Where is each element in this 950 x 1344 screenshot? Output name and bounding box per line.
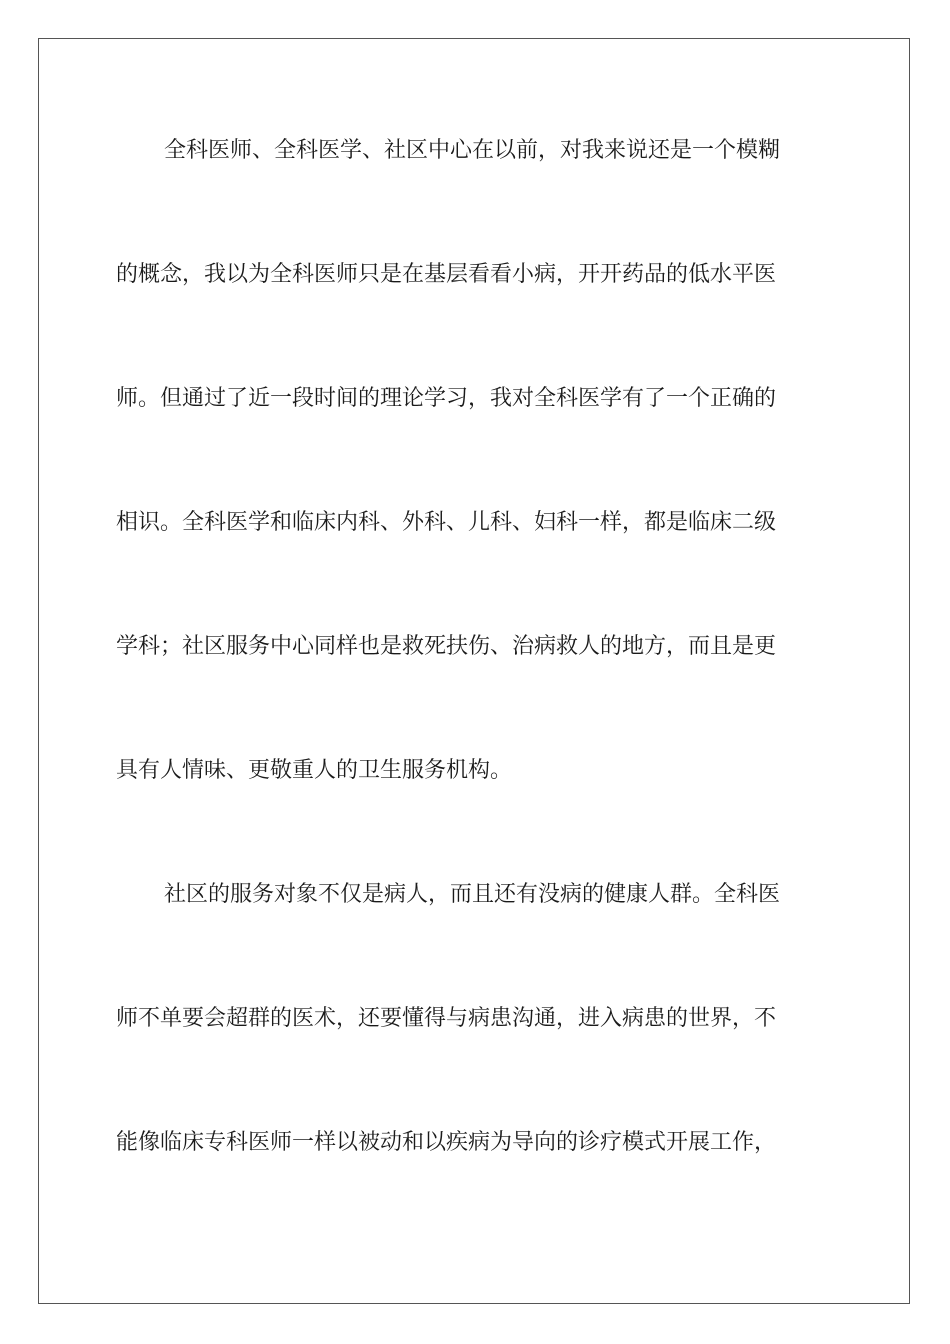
paragraph-1-line-6: 具有人情味、更敬重人的卫生服务机构。	[116, 758, 513, 783]
paragraph-1-line-2: 的概念，我以为全科医师只是在基层看看小病，开开药品的低水平医	[116, 262, 777, 287]
paragraph-2-line-2: 师不单要会超群的医术，还要懂得与病患沟通，进入病患的世界，不	[116, 1006, 777, 1031]
paragraph-1-line-3: 师。但通过了近一段时间的理论学习，我对全科医学有了一个正确的	[116, 386, 777, 411]
paragraph-1-line-1: 全科医师、全科医学、社区中心在以前，对我来说还是一个模糊	[164, 138, 781, 163]
paragraph-1-line-4: 相识。全科医学和临床内科、外科、儿科、妇科一样，都是临床二级	[116, 510, 777, 535]
paragraph-2-line-1: 社区的服务对象不仅是病人，而且还有没病的健康人群。全科医	[164, 882, 781, 907]
paragraph-1-line-5: 学科；社区服务中心同样也是救死扶伤、治病救人的地方，而且是更	[116, 634, 777, 659]
paragraph-2-line-3: 能像临床专科医师一样以被动和以疾病为导向的诊疗模式开展工作，	[116, 1130, 777, 1155]
page-border	[38, 38, 910, 1304]
